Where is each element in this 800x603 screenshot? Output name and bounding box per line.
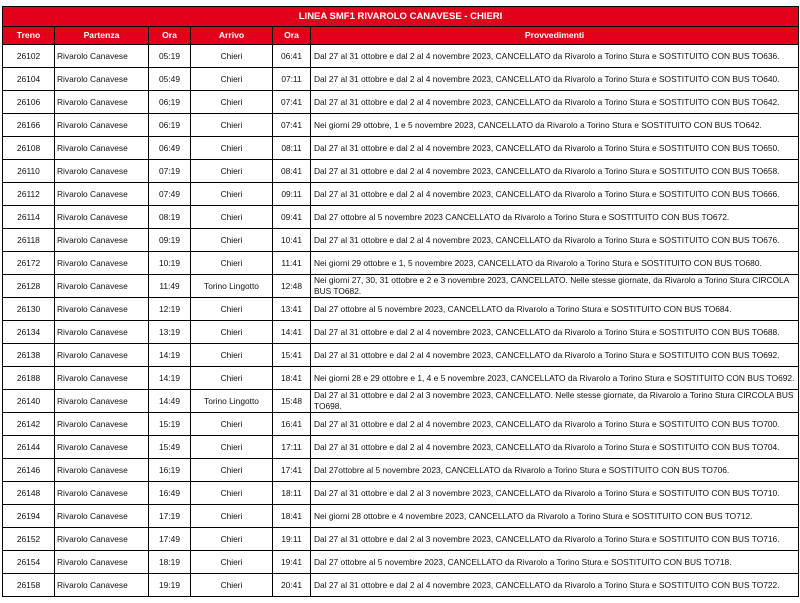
cell-arrivo: Chieri bbox=[191, 367, 273, 390]
cell-arrivo: Chieri bbox=[191, 229, 273, 252]
table-row bbox=[3, 459, 799, 482]
table-row bbox=[3, 367, 799, 390]
cell-arrivo: Chieri bbox=[191, 252, 273, 275]
table-row bbox=[3, 68, 799, 91]
cell-ora-arrivo: 07:41 bbox=[273, 91, 311, 114]
cell-treno: 26112 bbox=[3, 183, 55, 206]
cell-provvedimenti: Dal 27 al 31 ottobre e dal 2 al 4 novembre 2023, CANCELLATO da Rivarolo a Torino Stura e SOSTITUITO CON BUS TO658. bbox=[311, 160, 799, 183]
cell-provvedimenti: Dal 27 al 31 ottobre e dal 2 al 4 novembre 2023, CANCELLATO da Rivarolo a Torino Stura e SOSTITUITO CON BUS TO692. bbox=[311, 344, 799, 367]
cell-arrivo: Chieri bbox=[191, 68, 273, 91]
cell-partenza: Rivarolo Canavese bbox=[55, 459, 149, 482]
cell-treno: 26134 bbox=[3, 321, 55, 344]
cell-treno: 26194 bbox=[3, 505, 55, 528]
cell-provvedimenti: Nei giorni 28 ottobre e 4 novembre 2023, CANCELLATO da Rivarolo a Torino Stura e SOSTITUITO CON BUS TO712. bbox=[311, 505, 799, 528]
cell-arrivo: Chieri bbox=[191, 160, 273, 183]
cell-ora-arrivo: 12:48 bbox=[273, 275, 311, 298]
table-row bbox=[3, 91, 799, 114]
table-row bbox=[3, 482, 799, 505]
title-row bbox=[3, 7, 799, 27]
cell-arrivo: Chieri bbox=[191, 574, 273, 597]
cell-ora-arrivo: 11:41 bbox=[273, 252, 311, 275]
cell-arrivo: Chieri bbox=[191, 91, 273, 114]
table-row bbox=[3, 252, 799, 275]
cell-provvedimenti: Nei giorni 29 ottobre, 1 e 5 novembre 2023, CANCELLATO da Rivarolo a Torino Stura e SOSTITUITO CON BUS TO642. bbox=[311, 114, 799, 137]
cell-provvedimenti: Dal 27 al 31 ottobre e dal 2 al 4 novembre 2023, CANCELLATO da Rivarolo a Torino Stura e SOSTITUITO CON BUS TO700. bbox=[311, 413, 799, 436]
cell-provvedimenti: Dal 27 al 31 ottobre e dal 2 al 4 novembre 2023, CANCELLATO da Rivarolo a Torino Stura e SOSTITUITO CON BUS TO650. bbox=[311, 137, 799, 160]
cell-provvedimenti: Dal 27 al 31 ottobre e dal 2 al 4 novembre 2023, CANCELLATO da Rivarolo a Torino Stura e SOSTITUITO CON BUS TO640. bbox=[311, 68, 799, 91]
table-row bbox=[3, 528, 799, 551]
cell-partenza: Rivarolo Canavese bbox=[55, 183, 149, 206]
cell-partenza: Rivarolo Canavese bbox=[55, 413, 149, 436]
cell-ora-partenza: 09:19 bbox=[149, 229, 191, 252]
cell-arrivo: Torino Lingotto bbox=[191, 390, 273, 413]
cell-ora-arrivo: 10:41 bbox=[273, 229, 311, 252]
cell-ora-arrivo: 13:41 bbox=[273, 298, 311, 321]
table-row bbox=[3, 206, 799, 229]
cell-provvedimenti: Dal 27 al 31 ottobre e dal 2 al 4 novembre 2023, CANCELLATO da Rivarolo a Torino Stura e SOSTITUITO CON BUS TO688. bbox=[311, 321, 799, 344]
cell-ora-partenza: 14:19 bbox=[149, 367, 191, 390]
cell-provvedimenti: Nei giorni 29 ottobre e 1, 5 novembre 2023, CANCELLATO da Rivarolo a Torino Stura e SOSTITUITO CON BUS TO680. bbox=[311, 252, 799, 275]
cell-ora-arrivo: 09:41 bbox=[273, 206, 311, 229]
cell-arrivo: Chieri bbox=[191, 206, 273, 229]
cell-ora-partenza: 13:19 bbox=[149, 321, 191, 344]
timetable bbox=[2, 6, 799, 597]
table-row bbox=[3, 574, 799, 597]
cell-treno: 26144 bbox=[3, 436, 55, 459]
cell-arrivo: Chieri bbox=[191, 413, 273, 436]
header-row bbox=[3, 27, 799, 45]
table-row bbox=[3, 505, 799, 528]
cell-ora-arrivo: 19:41 bbox=[273, 551, 311, 574]
cell-arrivo: Chieri bbox=[191, 344, 273, 367]
cell-ora-partenza: 15:49 bbox=[149, 436, 191, 459]
cell-arrivo: Chieri bbox=[191, 45, 273, 68]
cell-ora-arrivo: 07:11 bbox=[273, 68, 311, 91]
table-row bbox=[3, 160, 799, 183]
cell-ora-partenza: 11:49 bbox=[149, 275, 191, 298]
cell-provvedimenti: Dal 27 al 31 ottobre e dal 2 al 3 novembre 2023, CANCELLATO. Nelle stesse giornate, da Rivarolo a Torino Stura CIRCOLA BUS TO698. bbox=[311, 390, 799, 413]
cell-partenza: Rivarolo Canavese bbox=[55, 390, 149, 413]
header-arrivo: Arrivo bbox=[191, 27, 273, 45]
cell-arrivo: Chieri bbox=[191, 436, 273, 459]
cell-treno: 26166 bbox=[3, 114, 55, 137]
cell-partenza: Rivarolo Canavese bbox=[55, 321, 149, 344]
table-row bbox=[3, 137, 799, 160]
cell-ora-partenza: 16:19 bbox=[149, 459, 191, 482]
cell-partenza: Rivarolo Canavese bbox=[55, 505, 149, 528]
cell-partenza: Rivarolo Canavese bbox=[55, 574, 149, 597]
cell-arrivo: Chieri bbox=[191, 505, 273, 528]
table-row bbox=[3, 275, 799, 298]
cell-treno: 26114 bbox=[3, 206, 55, 229]
cell-ora-arrivo: 07:41 bbox=[273, 114, 311, 137]
cell-ora-partenza: 12:19 bbox=[149, 298, 191, 321]
cell-partenza: Rivarolo Canavese bbox=[55, 551, 149, 574]
table-row bbox=[3, 321, 799, 344]
cell-ora-arrivo: 18:41 bbox=[273, 367, 311, 390]
cell-provvedimenti: Dal 27 ottobre al 5 novembre 2023, CANCELLATO da Rivarolo a Torino Stura e SOSTITUITO CON BUS TO684. bbox=[311, 298, 799, 321]
cell-partenza: Rivarolo Canavese bbox=[55, 206, 149, 229]
cell-provvedimenti: Dal 27 ottobre al 5 novembre 2023 CANCELLATO da Rivarolo a Torino Stura e SOSTITUITO CON BUS TO672. bbox=[311, 206, 799, 229]
cell-arrivo: Chieri bbox=[191, 114, 273, 137]
cell-partenza: Rivarolo Canavese bbox=[55, 137, 149, 160]
cell-ora-partenza: 10:19 bbox=[149, 252, 191, 275]
cell-ora-arrivo: 15:41 bbox=[273, 344, 311, 367]
cell-ora-partenza: 05:49 bbox=[149, 68, 191, 91]
cell-ora-arrivo: 19:11 bbox=[273, 528, 311, 551]
cell-partenza: Rivarolo Canavese bbox=[55, 436, 149, 459]
cell-ora-partenza: 19:19 bbox=[149, 574, 191, 597]
table-row bbox=[3, 114, 799, 137]
cell-ora-arrivo: 08:11 bbox=[273, 137, 311, 160]
cell-ora-arrivo: 08:41 bbox=[273, 160, 311, 183]
cell-treno: 26142 bbox=[3, 413, 55, 436]
cell-provvedimenti: Dal 27 al 31 ottobre e dal 2 al 3 novembre 2023, CANCELLATO da Rivarolo a Torino Stura e SOSTITUITO CON BUS TO716. bbox=[311, 528, 799, 551]
header-ora-arrivo: Ora bbox=[273, 27, 311, 45]
cell-ora-arrivo: 15:48 bbox=[273, 390, 311, 413]
cell-provvedimenti: Dal 27 al 31 ottobre e dal 2 al 3 novembre 2023, CANCELLATO da Rivarolo a Torino Stura e SOSTITUITO CON BUS TO710. bbox=[311, 482, 799, 505]
cell-partenza: Rivarolo Canavese bbox=[55, 45, 149, 68]
cell-ora-partenza: 06:19 bbox=[149, 114, 191, 137]
cell-treno: 26148 bbox=[3, 482, 55, 505]
cell-provvedimenti: Dal 27 ottobre al 5 novembre 2023, CANCELLATO da Rivarolo a Torino Stura e SOSTITUITO CON BUS TO718. bbox=[311, 551, 799, 574]
cell-provvedimenti: Dal 27 al 31 ottobre e dal 2 al 4 novembre 2023, CANCELLATO da Rivarolo a Torino Stura e SOSTITUITO CON BUS TO722. bbox=[311, 574, 799, 597]
table-row bbox=[3, 229, 799, 252]
cell-treno: 26130 bbox=[3, 298, 55, 321]
cell-partenza: Rivarolo Canavese bbox=[55, 344, 149, 367]
cell-ora-partenza: 08:19 bbox=[149, 206, 191, 229]
cell-ora-arrivo: 17:41 bbox=[273, 459, 311, 482]
cell-partenza: Rivarolo Canavese bbox=[55, 114, 149, 137]
cell-provvedimenti: Dal 27 al 31 ottobre e dal 2 al 4 novembre 2023, CANCELLATO da Rivarolo a Torino Stura e SOSTITUITO CON BUS TO642. bbox=[311, 91, 799, 114]
cell-partenza: Rivarolo Canavese bbox=[55, 252, 149, 275]
cell-ora-partenza: 16:49 bbox=[149, 482, 191, 505]
cell-arrivo: Chieri bbox=[191, 321, 273, 344]
table-row bbox=[3, 344, 799, 367]
cell-treno: 26104 bbox=[3, 68, 55, 91]
cell-treno: 26118 bbox=[3, 229, 55, 252]
cell-ora-partenza: 05:19 bbox=[149, 45, 191, 68]
cell-ora-partenza: 18:19 bbox=[149, 551, 191, 574]
header-provvedimenti: Provvedimenti bbox=[311, 27, 799, 45]
table-row bbox=[3, 436, 799, 459]
cell-treno: 26108 bbox=[3, 137, 55, 160]
header-partenza: Partenza bbox=[55, 27, 149, 45]
cell-ora-partenza: 06:19 bbox=[149, 91, 191, 114]
table-row bbox=[3, 45, 799, 68]
cell-ora-partenza: 14:49 bbox=[149, 390, 191, 413]
cell-provvedimenti: Nei giorni 28 e 29 ottobre e 1, 4 e 5 novembre 2023, CANCELLATO da Rivarolo a Torino Stura e SOSTITUITO CON BUS TO692. bbox=[311, 367, 799, 390]
cell-treno: 26146 bbox=[3, 459, 55, 482]
table-row bbox=[3, 413, 799, 436]
cell-arrivo: Chieri bbox=[191, 528, 273, 551]
cell-ora-arrivo: 18:41 bbox=[273, 505, 311, 528]
cell-provvedimenti: Dal 27 al 31 ottobre e dal 2 al 4 novembre 2023, CANCELLATO da Rivarolo a Torino Stura e SOSTITUITO CON BUS TO704. bbox=[311, 436, 799, 459]
cell-ora-partenza: 07:19 bbox=[149, 160, 191, 183]
cell-provvedimenti: Dal 27ottobre al 5 novembre 2023, CANCELLATO da Rivarolo a Torino Stura e SOSTITUITO CON BUS TO706. bbox=[311, 459, 799, 482]
table-row bbox=[3, 551, 799, 574]
table-row bbox=[3, 390, 799, 413]
cell-partenza: Rivarolo Canavese bbox=[55, 160, 149, 183]
cell-treno: 26106 bbox=[3, 91, 55, 114]
cell-provvedimenti: Dal 27 al 31 ottobre e dal 2 al 4 novembre 2023, CANCELLATO da Rivarolo a Torino Stura e SOSTITUITO CON BUS TO676. bbox=[311, 229, 799, 252]
header-ora-partenza: Ora bbox=[149, 27, 191, 45]
cell-treno: 26102 bbox=[3, 45, 55, 68]
cell-ora-partenza: 06:49 bbox=[149, 137, 191, 160]
cell-partenza: Rivarolo Canavese bbox=[55, 275, 149, 298]
cell-treno: 26158 bbox=[3, 574, 55, 597]
cell-treno: 26110 bbox=[3, 160, 55, 183]
cell-treno: 26188 bbox=[3, 367, 55, 390]
cell-arrivo: Torino Lingotto bbox=[191, 275, 273, 298]
cell-partenza: Rivarolo Canavese bbox=[55, 229, 149, 252]
cell-partenza: Rivarolo Canavese bbox=[55, 298, 149, 321]
cell-ora-arrivo: 16:41 bbox=[273, 413, 311, 436]
cell-arrivo: Chieri bbox=[191, 551, 273, 574]
cell-partenza: Rivarolo Canavese bbox=[55, 367, 149, 390]
cell-ora-partenza: 14:19 bbox=[149, 344, 191, 367]
cell-arrivo: Chieri bbox=[191, 183, 273, 206]
cell-ora-partenza: 17:19 bbox=[149, 505, 191, 528]
cell-treno: 26172 bbox=[3, 252, 55, 275]
cell-partenza: Rivarolo Canavese bbox=[55, 528, 149, 551]
cell-ora-arrivo: 14:41 bbox=[273, 321, 311, 344]
cell-treno: 26154 bbox=[3, 551, 55, 574]
cell-arrivo: Chieri bbox=[191, 298, 273, 321]
cell-ora-arrivo: 06:41 bbox=[273, 45, 311, 68]
cell-arrivo: Chieri bbox=[191, 459, 273, 482]
cell-ora-partenza: 07:49 bbox=[149, 183, 191, 206]
cell-treno: 26152 bbox=[3, 528, 55, 551]
table-body bbox=[3, 45, 799, 597]
table-title: LINEA SMF1 RIVAROLO CANAVESE - CHIERI bbox=[3, 7, 799, 27]
cell-partenza: Rivarolo Canavese bbox=[55, 91, 149, 114]
cell-treno: 26128 bbox=[3, 275, 55, 298]
timetable-wrapper bbox=[2, 6, 798, 597]
cell-treno: 26138 bbox=[3, 344, 55, 367]
cell-provvedimenti: Nei giorni 27, 30, 31 ottobre e 2 e 3 novembre 2023, CANCELLATO. Nelle stesse giornate, da Rivarolo a Torino Stura CIRCOLA BUS TO682. bbox=[311, 275, 799, 298]
cell-ora-arrivo: 09:11 bbox=[273, 183, 311, 206]
table-row bbox=[3, 298, 799, 321]
cell-treno: 26140 bbox=[3, 390, 55, 413]
cell-ora-partenza: 15:19 bbox=[149, 413, 191, 436]
cell-ora-arrivo: 20:41 bbox=[273, 574, 311, 597]
cell-provvedimenti: Dal 27 al 31 ottobre e dal 2 al 4 novembre 2023, CANCELLATO da Rivarolo a Torino Stura e SOSTITUITO CON BUS TO636. bbox=[311, 45, 799, 68]
header-treno: Treno bbox=[3, 27, 55, 45]
cell-partenza: Rivarolo Canavese bbox=[55, 68, 149, 91]
cell-arrivo: Chieri bbox=[191, 482, 273, 505]
cell-arrivo: Chieri bbox=[191, 137, 273, 160]
cell-provvedimenti: Dal 27 al 31 ottobre e dal 2 al 4 novembre 2023, CANCELLATO da Rivarolo a Torino Stura e SOSTITUITO CON BUS TO666. bbox=[311, 183, 799, 206]
cell-ora-arrivo: 18:11 bbox=[273, 482, 311, 505]
cell-partenza: Rivarolo Canavese bbox=[55, 482, 149, 505]
cell-ora-partenza: 17:49 bbox=[149, 528, 191, 551]
table-row bbox=[3, 183, 799, 206]
cell-ora-arrivo: 17:11 bbox=[273, 436, 311, 459]
